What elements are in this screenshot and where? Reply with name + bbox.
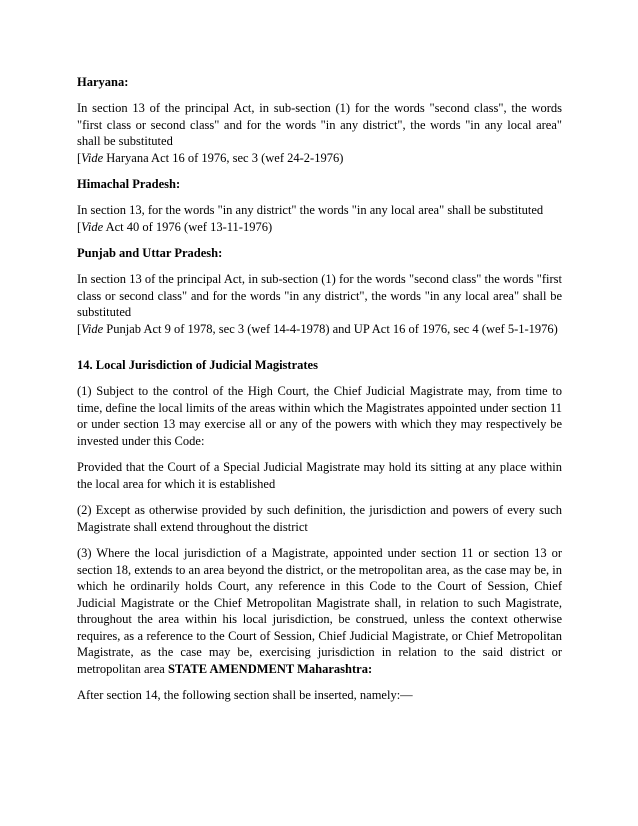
amendment-punjab-up — [77, 271, 562, 337]
section-14-insertion-note: After section 14, the following section shall be inserted, namely:— — [77, 688, 413, 702]
heading-punjab-up: Punjab and Uttar Pradesh: — [77, 246, 223, 260]
heading-haryana: Haryana: — [77, 75, 129, 89]
section-14-proviso: Provided that the Court of a Special Judicial Magistrate may hold its sitting at any place within the local area for which it is established — [77, 460, 562, 491]
amendment-haryana-text: In section 13 of the principal Act, in sub-section (1) for the words "second class", the words "first class or second class" and for the words "in any district", the words "in any local area" shall be substituted — [77, 101, 562, 148]
heading-section-14: 14. Local Jurisdiction of Judicial Magistrates — [77, 358, 318, 372]
citation-haryana: [Vide Haryana Act 16 of 1976, sec 3 (wef 24-2-1976) — [77, 150, 344, 165]
citation-punjab-up: [Vide Punjab Act 9 of 1978, sec 3 (wef 14-4-1978) and UP Act 16 of 1976, sec 4 (wef 5-1-1976) — [77, 321, 558, 336]
section-14-para-3: (3) Where the local jurisdiction of a Magistrate, appointed under section 11 or section 13 or section 18, extends to an area beyond the district, or the metropolitan area, as the case may be, in which he ordinarily holds Court, any reference in this Code to the Court of Session, Chief Judicial Magistrate or the Chief Metropolitan Magistrate shall, in relation to such Magistrate, throughout the area within his local jurisdiction, be construed, unless the context otherwise requires, as a reference to the Court of Session, Chief Judicial Magistrate, or Chief Metropolitan Magistrate, as the case may be, exercising jurisdiction in relation to the said district or metropolitan area STATE AMENDMENT Maharashtra: — [77, 546, 562, 676]
amendment-haryana — [77, 100, 562, 166]
amendment-himachal-pradesh — [77, 202, 562, 235]
state-amendment-maharashtra: STATE AMENDMENT Maharashtra: — [167, 661, 373, 676]
heading-himachal-pradesh: Himachal Pradesh: — [77, 177, 181, 191]
section-14-para-2: (2) Except as otherwise provided by such definition, the jurisdiction and powers of every such Magistrate shall extend throughout the district — [77, 503, 562, 534]
citation-himachal: [Vide Act 40 of 1976 (wef 13-11-1976) — [77, 219, 273, 234]
amendment-punjab-up-text: In section 13 of the principal Act, in sub-section (1) for the words "second class" the words "first class or second class" and for the words "in any district", the words "in any local area" shall be substituted — [77, 272, 562, 319]
section-14-para-1: (1) Subject to the control of the High Court, the Chief Judicial Magistrate may, from time to time, define the local limits of the areas within which the Magistrates appointed under section 11 or under section 13 may exercise all or any of the powers with which they may respectively be invested under this Code: — [77, 384, 562, 448]
amendment-himachal-text: In section 13, for the words "in any district" the words "in any local area" shall be substituted — [77, 203, 544, 217]
